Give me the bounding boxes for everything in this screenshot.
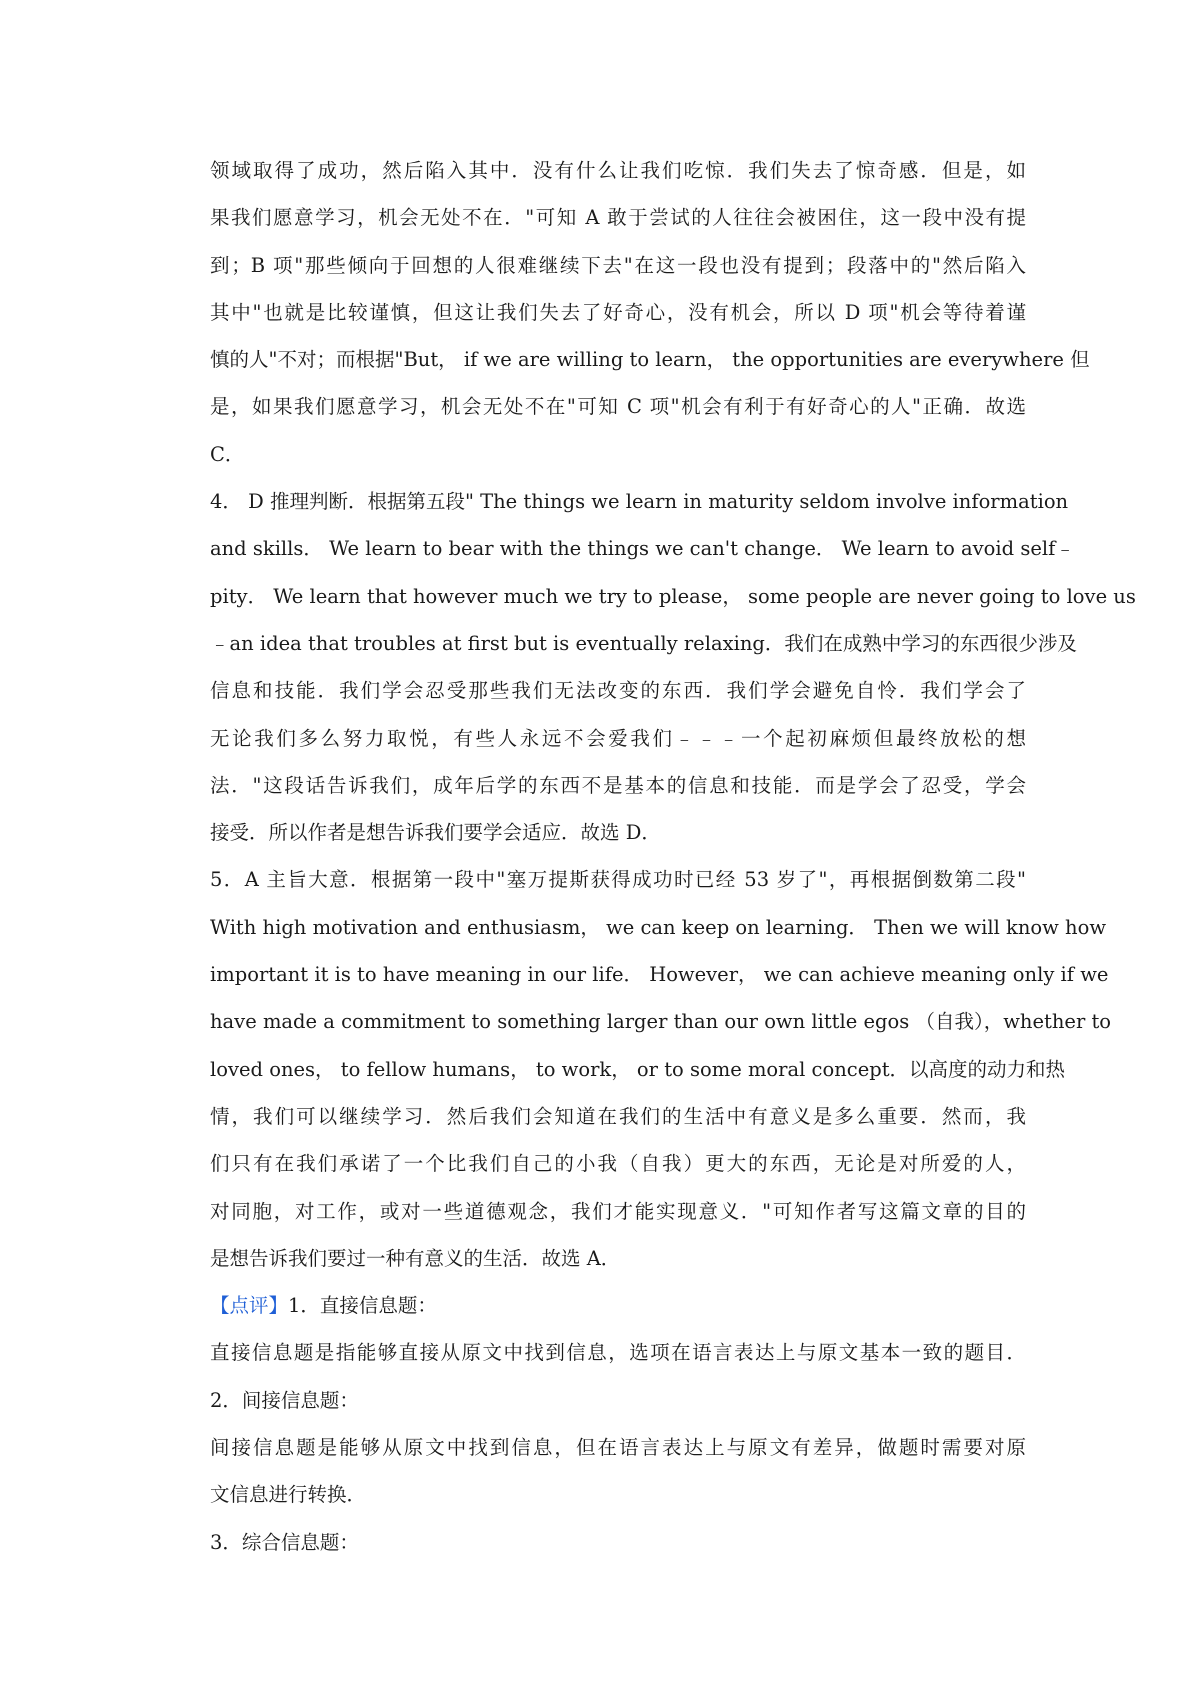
text-line: 间接信息题是能够从原文中找到信息，但在语言表达上与原文有差异，做题时需要对原 bbox=[210, 1436, 1026, 1460]
comment-heading: 1．直接信息题： bbox=[288, 1294, 437, 1318]
text-line: 文信息进行转换． bbox=[210, 1483, 367, 1507]
text-line: and skills． We learn to bear with the things we can't change． We learn to avoid self﹣ bbox=[210, 537, 1075, 561]
comment-tag: 【点评】 bbox=[210, 1294, 289, 1318]
text-line: 情，我们可以继续学习．然后我们会知道在我们的生活中有意义是多么重要．然而，我 bbox=[210, 1104, 1026, 1128]
text-line: 对同胞，对工作，或对一些道德观念，我们才能实现意义．"可知作者写这篇文章的目的 bbox=[210, 1199, 1026, 1223]
text-line: 5．A 主旨大意．根据第一段中"塞万提斯获得成功时已经 53 岁了"，再根据倒数第二段" bbox=[210, 868, 1026, 892]
text-line: 无论我们多么努力取悦，有些人永远不会爱我们﹣﹣﹣一个起初麻烦但最终放松的想 bbox=[210, 726, 1026, 750]
text-line: 4． D 推理判断．根据第五段" The things we learn in maturity seldom involve information bbox=[210, 490, 1069, 514]
text-line: 领域取得了成功，然后陷入其中．没有什么让我们吃惊．我们失去了惊奇感．但是，如 bbox=[210, 159, 1026, 182]
text-line: 们只有在我们承诺了一个比我们自己的小我（自我）更大的东西，无论是对所爱的人， bbox=[210, 1152, 1026, 1176]
document-page bbox=[210, 147, 1136, 1566]
text-line: loved ones， to fellow humans， to work， or to some moral concept．以高度的动力和热 bbox=[210, 1057, 1066, 1081]
text-line: have made a commitment to something larger than our own little egos （自我），whether to bbox=[210, 1010, 1112, 1034]
text-line: important it is to have meaning in our life． However， we can achieve meaning only if we bbox=[210, 963, 1109, 987]
text-line: C． bbox=[210, 442, 245, 466]
text-line: 慎的人"不对；而根据"But， if we are willing to learn， the opportunities are everywhere 但 bbox=[210, 348, 1090, 372]
text-line: 果我们愿意学习，机会无处不在．"可知 A 敢于尝试的人往往会被困住，这一段中没有提 bbox=[210, 206, 1026, 230]
text-line: 是，如果我们愿意学习，机会无处不在"可知 C 项"机会有利于有好奇心的人"正确．故选 bbox=[210, 395, 1026, 419]
text-line: With high motivation and enthusiasm， we can keep on learning． Then we will know how bbox=[210, 915, 1107, 939]
text-line: 信息和技能．我们学会忍受那些我们无法改变的东西．我们学会避免自怜．我们学会了 bbox=[210, 679, 1026, 703]
text-line: 到；B 项"那些倾向于回想的人很难继续下去"在这一段也没有提到；段落中的"然后陷入 bbox=[210, 253, 1026, 277]
text-line: 法．"这段话告诉我们，成年后学的东西不是基本的信息和技能．而是学会了忍受，学会 bbox=[210, 773, 1026, 797]
text-line: 直接信息题是指能够直接从原文中找到信息，选项在语言表达上与原文基本一致的题目． bbox=[210, 1341, 1026, 1365]
text-line: 2．间接信息题： bbox=[210, 1388, 359, 1412]
text-line: pity． We learn that however much we try to please， some people are never going to love us bbox=[210, 584, 1136, 608]
text-line: 接受．所以作者是想告诉我们要学会适应．故选 D． bbox=[210, 821, 661, 845]
text-line: 3．综合信息题： bbox=[210, 1530, 359, 1554]
text-line: 其中"也就是比较谨慎，但这让我们失去了好奇心，没有机会，所以 D 项"机会等待着谨 bbox=[210, 300, 1026, 324]
text-line: 是想告诉我们要过一种有意义的生活．故选 A． bbox=[210, 1246, 621, 1270]
text-line: ﹣an idea that troubles at first but is eventually relaxing．我们在成熟中学习的东西很少涉及 bbox=[210, 631, 1077, 655]
comment-heading-line bbox=[210, 1282, 1026, 1329]
